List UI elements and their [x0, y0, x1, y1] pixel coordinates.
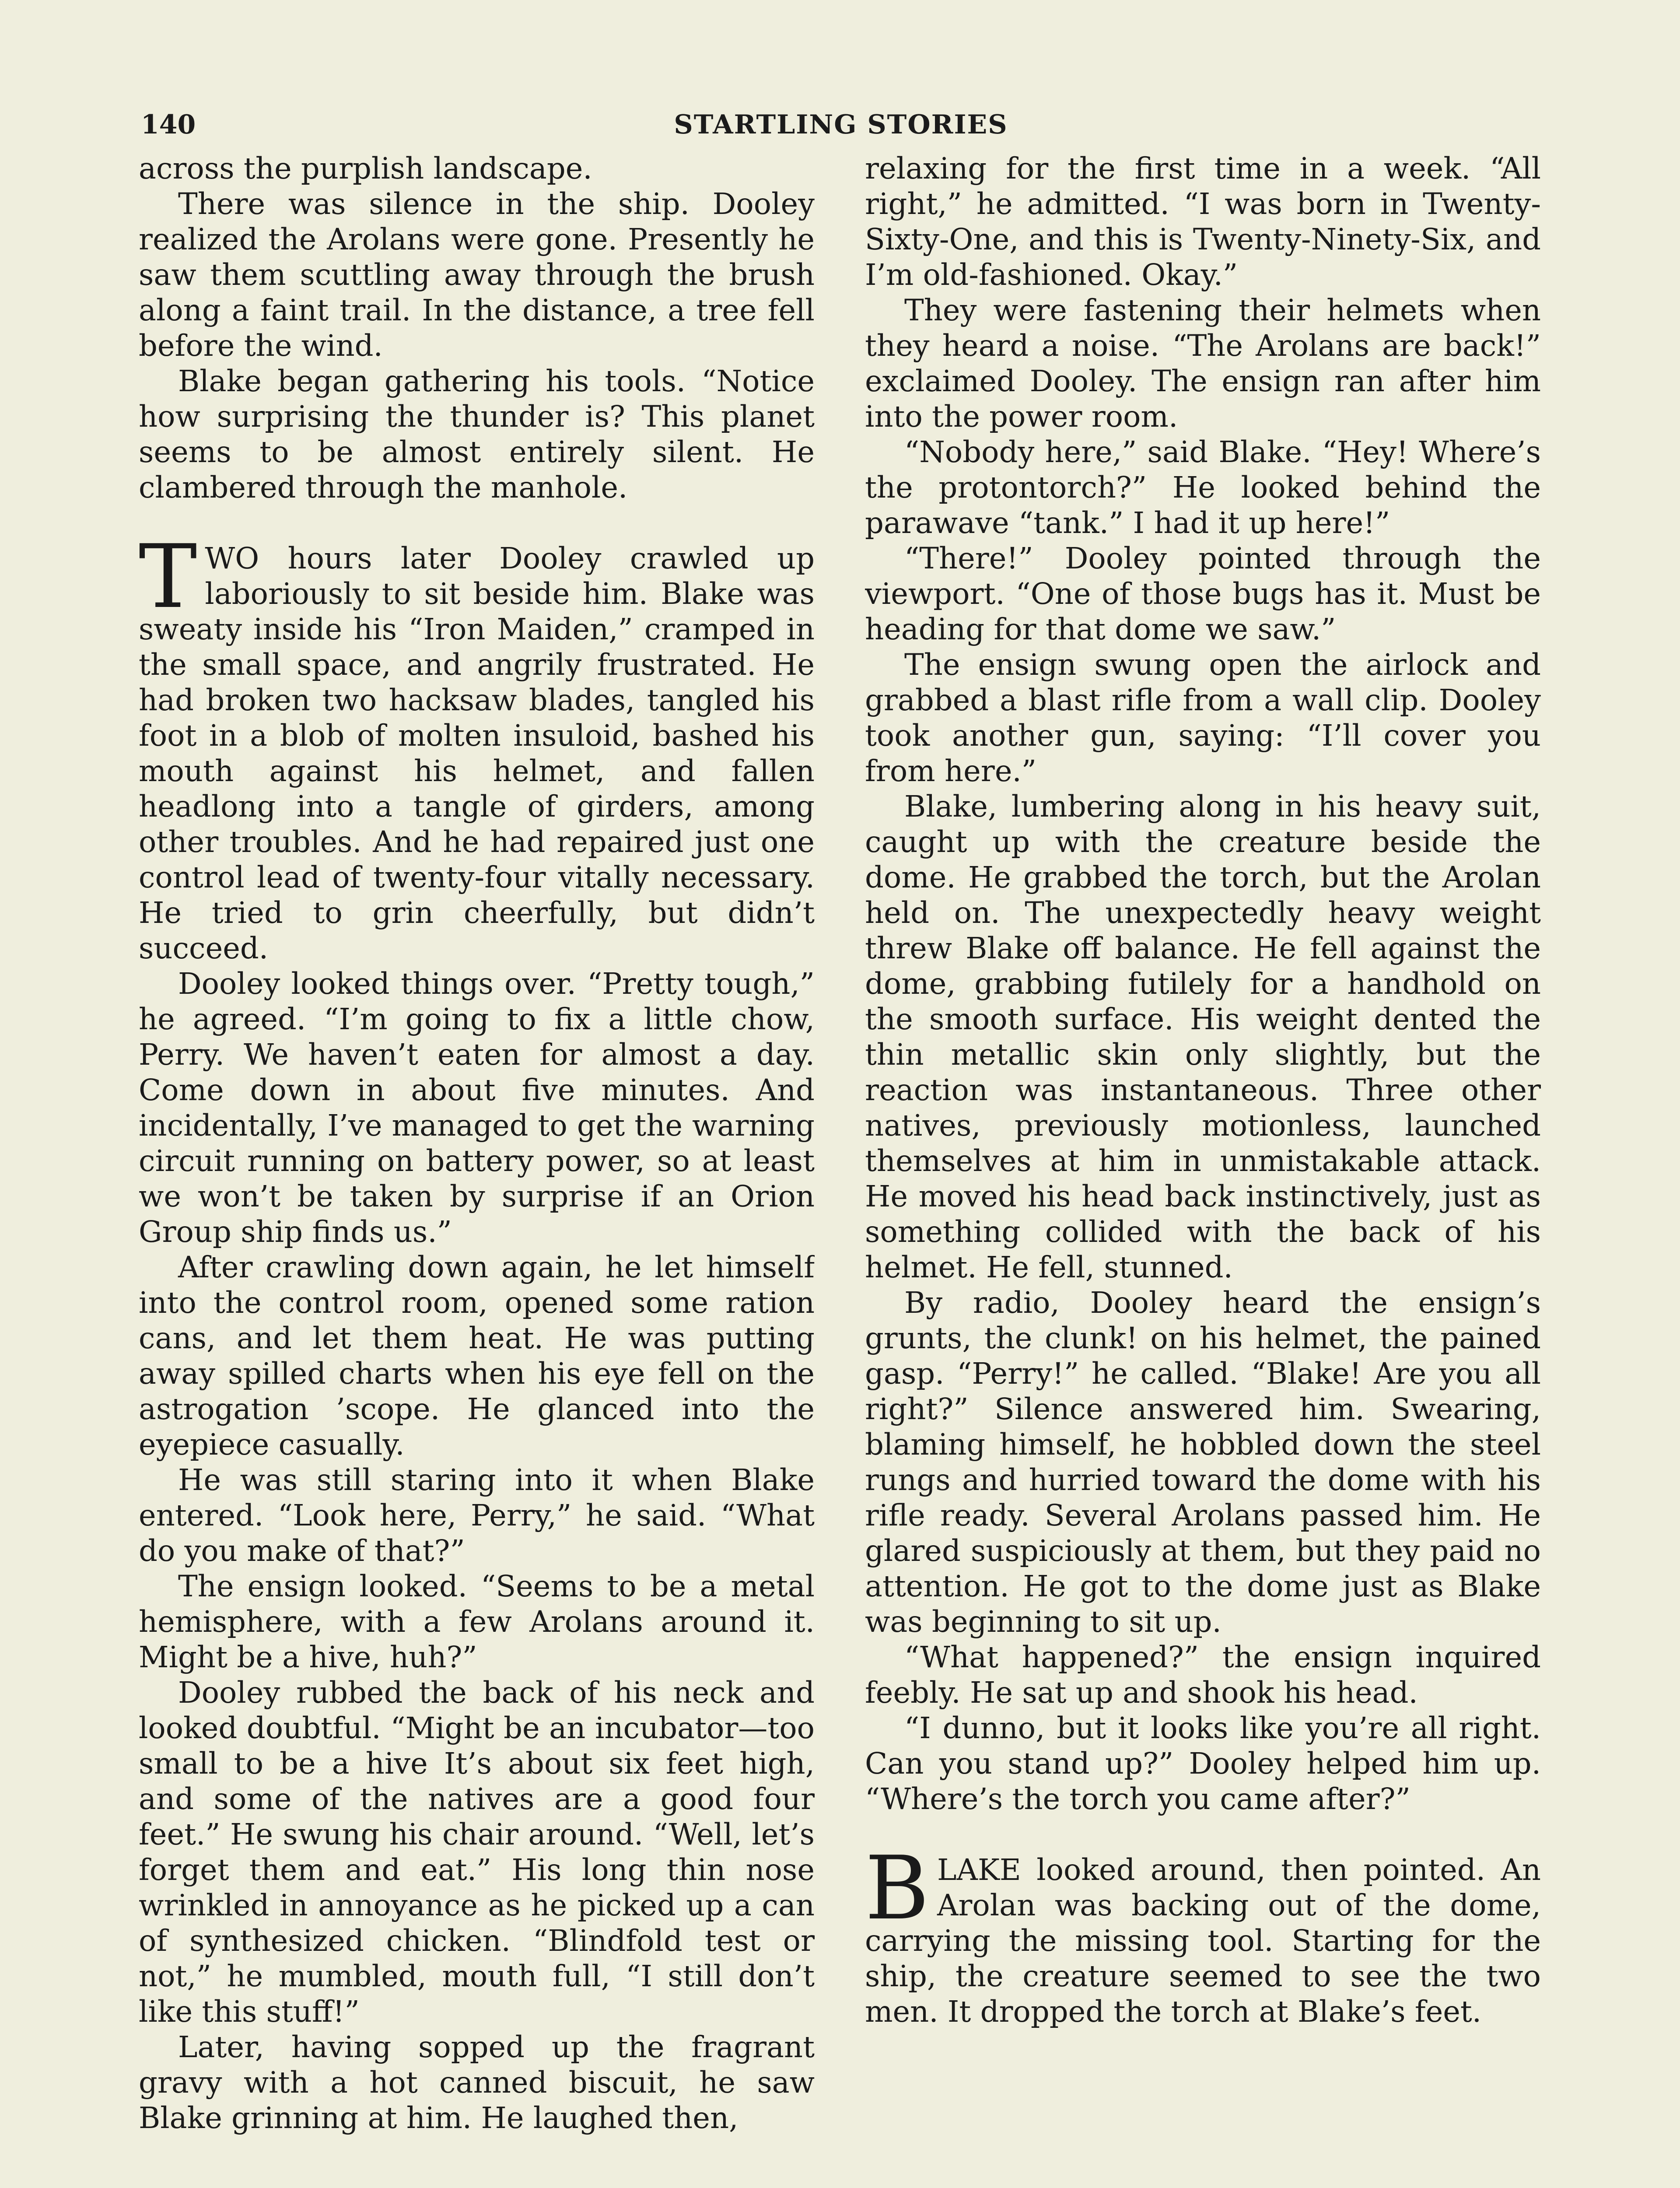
paragraph: across the purplish landscape. [139, 151, 592, 186]
paragraph: The ensign swung open the airlock and grabbed a blast rifle from a wall clip. Dooley took another gun, saying: “I’ll cover you from here.” [865, 648, 1541, 788]
page-header [141, 109, 1541, 149]
section-opening-text: LAKE looked around, then pointed. An Arolan was backing out of the dome, carrying the missing tool. Starting for the ship, the creature seemed to see the two men. It dropped the torch at Blake’s feet. [865, 1853, 1541, 2029]
left-column [139, 151, 815, 2188]
paragraph: After crawling down again, he let himself into the control room, opened some ration cans, and let them heat. He was putting away spilled charts when his eye fell on the astrogation ’scope. He glanced into the eyepiece casually. [139, 1250, 815, 1462]
paragraph: relaxing for the first time in a week. “All right,” he admitted. “I was born in Twenty-Sixty-One, and this is Twenty-Ninety-Six, and I’m old-fashioned. Okay.” [865, 151, 1541, 292]
paragraph: They were fastening their helmets when they heard a noise. “The Arolans are back!” exclaimed Dooley. The ensign ran after him into the power room. [865, 293, 1541, 434]
drop-cap: T [139, 526, 197, 628]
paragraph: There was silence in the ship. Dooley realized the Arolans were gone. Presently he saw them scuttling away through the brush along a faint trail. In the distance, a tree fell before the wind. [139, 187, 815, 363]
right-column [865, 151, 1541, 2188]
section-opening-text: WO hours later Dooley crawled up laboriously to sit beside him. Blake was sweaty inside his “Iron Maiden,” cramped in the small space, and angrily frustrated. He had broken two hacksaw blades, tangled his foot in a blob of molten insuloid, bashed his mouth against his helmet, and fallen headlong into a tangle of girders, among other troubles. And he had repaired just one control lead of twenty-four vitally necessary. He tried to grin cheerfully, but didn’t succeed. [139, 541, 815, 965]
paragraph: By radio, Dooley heard the ensign’s grunts, the clunk! on his helmet, the pained gasp. “Perry!” he called. “Blake! Are you all right?” Silence answered him. Swearing, blaming himself, he hobbled down the steel rungs and hurried toward the dome with his rifle ready. Several Arolans passed him. He glared suspiciously at them, but they paid no attention. He got to the dome just as Blake was beginning to sit up. [865, 1286, 1541, 1639]
paragraph: Dooley rubbed the back of his neck and looked doubtful. “Might be an incubator—too small to be a hive It’s about six feet high, and some of the natives are a good four feet.” He swung his chair around. “Well, let’s forget them and eat.” His long thin nose wrinkled in annoyance as he picked up a can of synthesized chicken. “Blindfold test or not,” he mumbled, mouth full, “I still don’t like this stuff!” [139, 1676, 815, 2029]
drop-cap: B [865, 1837, 929, 1939]
section-opening-paragraph [139, 526, 815, 966]
paragraph: “Nobody here,” said Blake. “Hey! Where’s the protontorch?” He looked behind the parawave “tank.” I had it up here!” [865, 435, 1541, 540]
page-number: 140 [141, 109, 196, 140]
paragraph: Blake, lumbering along in his heavy suit, caught up with the creature beside the dome. He grabbed the torch, but the Arolan held on. The unexpectedly heavy weight threw Blake off balance. He fell against the dome, grabbing futilely for a handhold on the smooth surface. His weight dented the thin metallic skin only slightly, but the reaction was instantaneous. Three other natives, previously motionless, launched themselves at him in unmistakable attack. He moved his head back instinctively, just as something collided with the back of his helmet. He fell, stunned. [865, 789, 1541, 1284]
paragraph: Blake began gathering his tools. “Notice how surprising the thunder is? This planet seems to be almost entirely silent. He clambered through the manhole. [139, 364, 815, 505]
paragraph: He was still staring into it when Blake entered. “Look here, Perry,” he said. “What do you make of that?” [139, 1463, 815, 1568]
section-opening-paragraph [865, 1837, 1541, 2030]
paragraph: The ensign looked. “Seems to be a metal hemisphere, with a few Arolans around it. Might be a hive, huh?” [139, 1569, 815, 1674]
paragraph: Later, having sopped up the fragrant gravy with a hot canned biscuit, he saw Blake grinning at him. He laughed then, [139, 2030, 815, 2135]
paragraph: “There!” Dooley pointed through the viewport. “One of those bugs has it. Must be heading for that dome we saw.” [865, 541, 1541, 646]
paragraph: “I dunno, but it looks like you’re all right. Can you stand up?” Dooley helped him up. “Where’s the torch you came after?” [865, 1711, 1541, 1816]
magazine-title: STARTLING STORIES [674, 109, 1008, 140]
paragraph: “What happened?” the ensign inquired feebly. He sat up and shook his head. [865, 1640, 1541, 1710]
paragraph: Dooley looked things over. “Pretty tough,” he agreed. “I’m going to fix a little chow, Perry. We haven’t eaten for almost a day. Come down in about five minutes. And incidentally, I’ve managed to get the warning circuit running on battery power, so at least we won’t be taken by surprise if an Orion Group ship finds us.” [139, 967, 815, 1249]
